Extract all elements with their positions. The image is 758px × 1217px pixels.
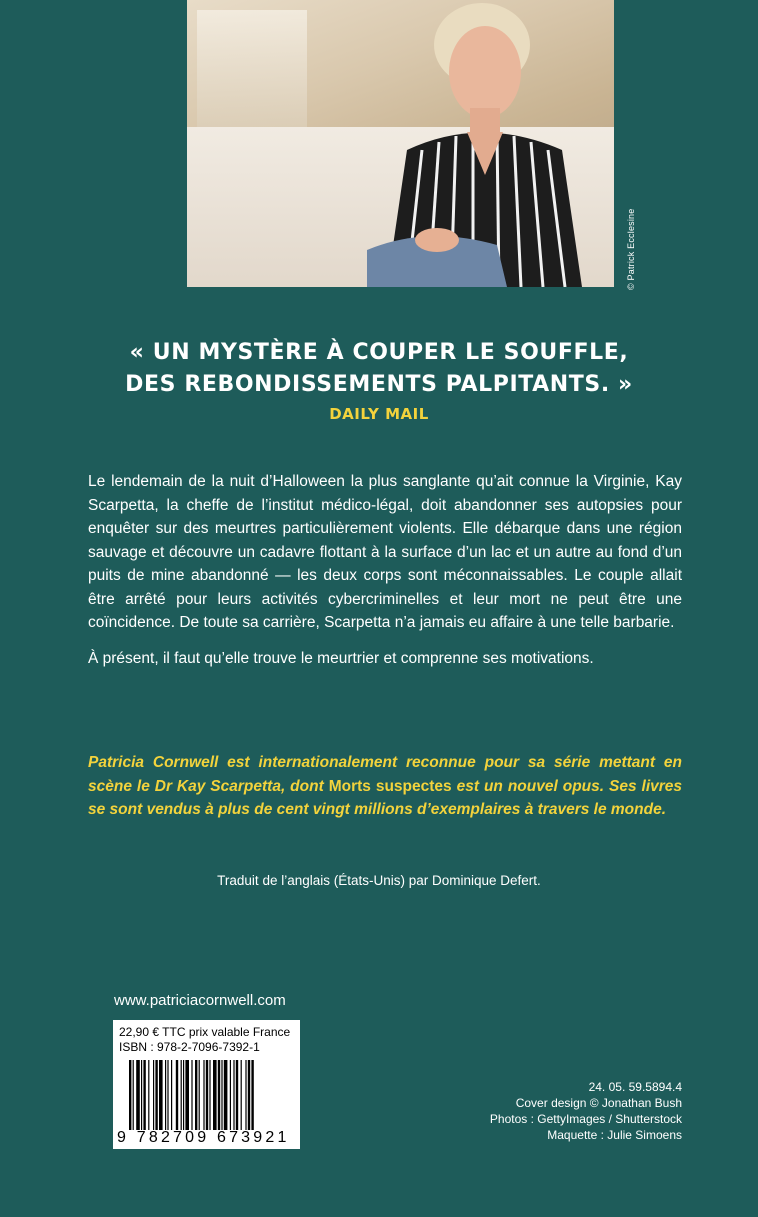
barcode-bar bbox=[241, 1060, 242, 1130]
photos-credit: Photos : GettyImages / Shutterstock bbox=[489, 1112, 682, 1126]
barcode-bar bbox=[185, 1060, 189, 1130]
barcode-bar bbox=[176, 1060, 178, 1130]
author-website: www.patriciacornwell.com bbox=[114, 992, 286, 1009]
translator-credit: Traduit de l’anglais (États-Unis) par Dominique Defert. bbox=[217, 873, 541, 888]
barcode-bar bbox=[159, 1060, 163, 1130]
photo-credit: © Patrick Ecclesine bbox=[626, 208, 636, 290]
barcode-bar bbox=[221, 1060, 222, 1130]
author-bio-part-2: est un nouvel opus. Ses livres se sont vendus à plus de cent vingt millions d’exemplaires à travers le monde. bbox=[88, 777, 683, 818]
barcode-bar bbox=[199, 1060, 200, 1130]
press-quote-line-2: DES REBONDISSEMENTS PALPITANTS. » bbox=[125, 372, 633, 397]
barcode-bar bbox=[203, 1060, 204, 1130]
barcode-bar bbox=[213, 1060, 217, 1130]
barcode-bar bbox=[181, 1060, 182, 1130]
barcode-bar bbox=[167, 1060, 168, 1130]
print-code: 24. 05. 59.5894.4 bbox=[588, 1080, 682, 1094]
cover-design-credit: Cover design © Jonathan Bush bbox=[515, 1096, 682, 1110]
barcode-bar bbox=[165, 1060, 166, 1130]
barcode-bar bbox=[230, 1060, 231, 1130]
barcode-bar bbox=[133, 1060, 134, 1130]
barcode-bar bbox=[143, 1060, 145, 1130]
synopsis-paragraph-1: Le lendemain de la nuit d’Halloween la plus sanglante qu’ait connue la Virginie, Kay Scarpetta, la cheffe de l’institut médico-légal, doit abandonner ses autopsies pour enquêter sur des meurtres particulièrement violents. Elle débarque dans une région sauvage et découvre un cadavre flottant à la surface d’un lac et un autre au fond d’un puits de mine abandonné — les deux corps sont méconnaissables. Le couple allait être arrêté pour leurs activités cybercriminelles et leur mort ne peut être une coïncidence. De toute sa carrière, Scarpetta n’a jamais eu affaire à une telle barbarie. bbox=[88, 473, 682, 631]
synopsis-paragraph-2: À présent, il faut qu’elle trouve le meurtrier et comprenne ses motivations. bbox=[88, 649, 594, 667]
author-bio-part-1: Patricia Cornwell est internationalement reconnue pour sa série mettant en scène le Dr Kay Scarpetta, dont bbox=[88, 754, 682, 795]
barcode-bar bbox=[224, 1060, 228, 1130]
barcode-bar bbox=[155, 1060, 157, 1130]
barcode-bar bbox=[206, 1060, 208, 1130]
author-photo bbox=[187, 0, 614, 287]
barcode-bar bbox=[209, 1060, 210, 1130]
barcode-bar bbox=[233, 1060, 234, 1130]
barcode-bar bbox=[183, 1060, 184, 1130]
barcode-bar bbox=[218, 1060, 220, 1130]
barcode-bar bbox=[248, 1060, 250, 1130]
barcode-digits: 9 782709 673921 bbox=[117, 1129, 290, 1146]
barcode-bar bbox=[136, 1060, 140, 1130]
press-quote-line-1: « UN MYSTÈRE À COUPER LE SOUFFLE, bbox=[129, 340, 629, 365]
author-bio bbox=[88, 751, 682, 822]
press-quote bbox=[0, 337, 758, 401]
press-quote-source: DAILY MAIL bbox=[329, 405, 429, 423]
barcode-box bbox=[113, 1020, 300, 1149]
barcode-bar bbox=[236, 1060, 238, 1130]
barcode-bar bbox=[171, 1060, 172, 1130]
barcode-bar bbox=[245, 1060, 246, 1130]
author-portrait-illustration bbox=[367, 0, 597, 287]
barcode-bar bbox=[251, 1060, 253, 1130]
barcode-bars bbox=[129, 1060, 291, 1130]
colophon bbox=[470, 1079, 682, 1143]
photo-window-background bbox=[197, 10, 307, 130]
barcode-bar bbox=[153, 1060, 154, 1130]
book-title: Morts suspectes bbox=[328, 777, 452, 795]
price-label: 22,90 € TTC prix valable France bbox=[119, 1025, 291, 1039]
barcode-bar bbox=[141, 1060, 142, 1130]
layout-credit: Maquette : Julie Simoens bbox=[547, 1128, 682, 1142]
barcode-bar bbox=[195, 1060, 197, 1130]
synopsis bbox=[88, 470, 682, 682]
barcode-bar bbox=[148, 1060, 149, 1130]
barcode-bar bbox=[191, 1060, 192, 1130]
isbn-label: ISBN : 978-2-7096-7392-1 bbox=[119, 1040, 260, 1054]
barcode-bar bbox=[129, 1060, 131, 1130]
